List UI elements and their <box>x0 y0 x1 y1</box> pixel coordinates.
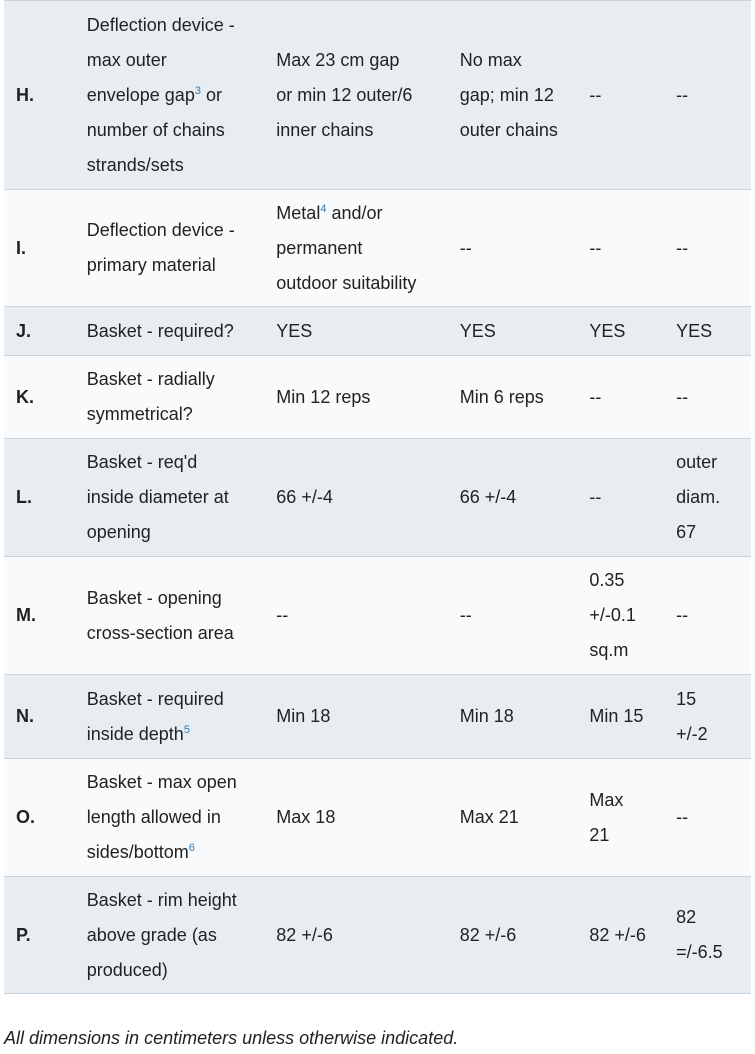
value-cell: YES <box>460 307 590 356</box>
table-row <box>4 1 751 190</box>
value-line: 82 <box>676 907 697 927</box>
value-cell: -- <box>460 190 590 307</box>
row-label <box>85 675 277 759</box>
value-line: and/or <box>326 202 383 223</box>
value-cell: YES <box>589 307 676 356</box>
row-label: Basket - required? <box>85 307 277 356</box>
label-line: Basket - max open <box>86 772 237 792</box>
row-id: M. <box>4 557 85 675</box>
row-label <box>85 1 277 190</box>
value-line: sq.m <box>589 640 629 660</box>
value-cell: Min 12 reps <box>276 356 459 439</box>
specification-table <box>4 0 751 994</box>
value-cell <box>676 675 751 759</box>
table-row <box>4 675 751 759</box>
label-line: opening <box>86 522 151 542</box>
label-line: or <box>200 84 222 105</box>
row-label <box>85 356 277 439</box>
label-line: Basket - opening <box>86 587 222 608</box>
label-line: length allowed in <box>86 807 221 827</box>
value-cell: YES <box>676 307 751 356</box>
table-row <box>4 190 751 307</box>
value-cell: -- <box>676 1 751 190</box>
value-line: =/-6.5 <box>676 942 723 962</box>
value-line: permanent <box>276 237 363 258</box>
value-cell: Min 6 reps <box>460 356 590 439</box>
value-line: Metal <box>276 202 321 223</box>
label-line: symmetrical? <box>86 404 193 424</box>
row-id: K. <box>4 356 85 439</box>
value-cell: -- <box>589 439 676 557</box>
label-line: envelope gap <box>86 84 195 105</box>
label-line: produced) <box>86 959 168 980</box>
value-cell: YES <box>276 307 459 356</box>
label-line: Basket - radially <box>86 369 215 389</box>
row-label <box>85 557 277 675</box>
label-line: sides/bottom <box>86 842 189 862</box>
value-cell: -- <box>676 356 751 439</box>
row-id: N. <box>4 675 85 759</box>
value-cell: Max 18 <box>276 759 459 877</box>
value-cell: Min 15 <box>589 675 676 759</box>
value-cell: -- <box>589 1 676 190</box>
value-cell: -- <box>676 190 751 307</box>
value-line: outer <box>676 452 718 472</box>
value-cell <box>589 759 676 877</box>
footnote-text: All dimensions in centimeters unless otherwise indicated. <box>4 1028 459 1048</box>
value-cell: Max 21 <box>460 759 590 877</box>
row-id: O. <box>4 759 85 877</box>
value-cell <box>276 190 459 307</box>
value-line: 0.35 <box>589 570 625 590</box>
label-line: primary material <box>86 255 216 275</box>
footnote-ref[interactable]: 5 <box>183 723 190 736</box>
row-id: L. <box>4 439 85 557</box>
value-cell <box>460 1 590 190</box>
value-cell: Min 18 <box>276 675 459 759</box>
row-label <box>85 759 277 877</box>
footnote-ref[interactable]: 3 <box>194 84 201 97</box>
value-line: gap; min 12 <box>459 84 554 105</box>
value-line: inner chains <box>276 119 374 140</box>
value-line: No max <box>459 49 522 70</box>
label-line: number of chains <box>86 119 225 140</box>
table-row <box>4 439 751 557</box>
label-line: above grade (as <box>86 924 217 945</box>
value-line: 15 <box>676 688 697 709</box>
value-cell: 82 +/-6 <box>276 877 459 994</box>
value-cell: 82 +/-6 <box>460 877 590 994</box>
row-id: J. <box>4 307 85 356</box>
row-label <box>85 439 277 557</box>
label-line: strands/sets <box>86 154 184 175</box>
table-row <box>4 759 751 877</box>
value-cell <box>589 557 676 675</box>
footnote-ref[interactable]: 4 <box>320 202 327 215</box>
value-cell: -- <box>676 557 751 675</box>
row-id: P. <box>4 877 85 994</box>
label-line: Basket - required <box>86 688 224 709</box>
row-id: H. <box>4 1 85 190</box>
footnote-ref[interactable]: 6 <box>188 842 195 854</box>
table-row <box>4 307 751 356</box>
table-row <box>4 557 751 675</box>
label-line: inside diameter at <box>86 487 229 507</box>
value-cell: -- <box>676 759 751 877</box>
value-line: diam. <box>676 487 721 507</box>
value-cell: Min 18 <box>460 675 590 759</box>
row-label <box>85 190 277 307</box>
value-line: Max <box>589 789 624 810</box>
label-line: inside depth <box>86 723 184 744</box>
value-cell <box>276 1 459 190</box>
value-line: +/-2 <box>676 723 708 744</box>
row-id: I. <box>4 190 85 307</box>
row-label <box>85 877 277 994</box>
value-line: 21 <box>589 824 610 845</box>
value-line: 67 <box>676 522 697 542</box>
label-line: Deflection device - <box>86 220 235 240</box>
label-line: Basket - req'd <box>86 452 198 472</box>
value-cell: -- <box>276 557 459 675</box>
label-line: Deflection device - <box>86 14 235 35</box>
value-cell: -- <box>589 356 676 439</box>
value-cell: 66 +/-4 <box>460 439 590 557</box>
value-line: Max 23 cm gap <box>276 49 400 70</box>
value-cell <box>676 439 751 557</box>
value-line: or min 12 outer/6 <box>276 84 413 105</box>
value-cell: 82 +/-6 <box>589 877 676 994</box>
table-row <box>4 877 751 994</box>
label-line: Basket - rim height <box>86 889 237 910</box>
label-line: cross-section area <box>86 622 234 643</box>
table-row <box>4 356 751 439</box>
label-line: max outer <box>86 49 167 70</box>
value-cell: 66 +/-4 <box>276 439 459 557</box>
value-cell <box>676 877 751 994</box>
value-cell: -- <box>589 190 676 307</box>
value-line: outer chains <box>459 119 558 140</box>
value-line: +/-0.1 <box>589 605 636 625</box>
value-line: outdoor suitability <box>276 272 417 293</box>
value-cell: -- <box>460 557 590 675</box>
